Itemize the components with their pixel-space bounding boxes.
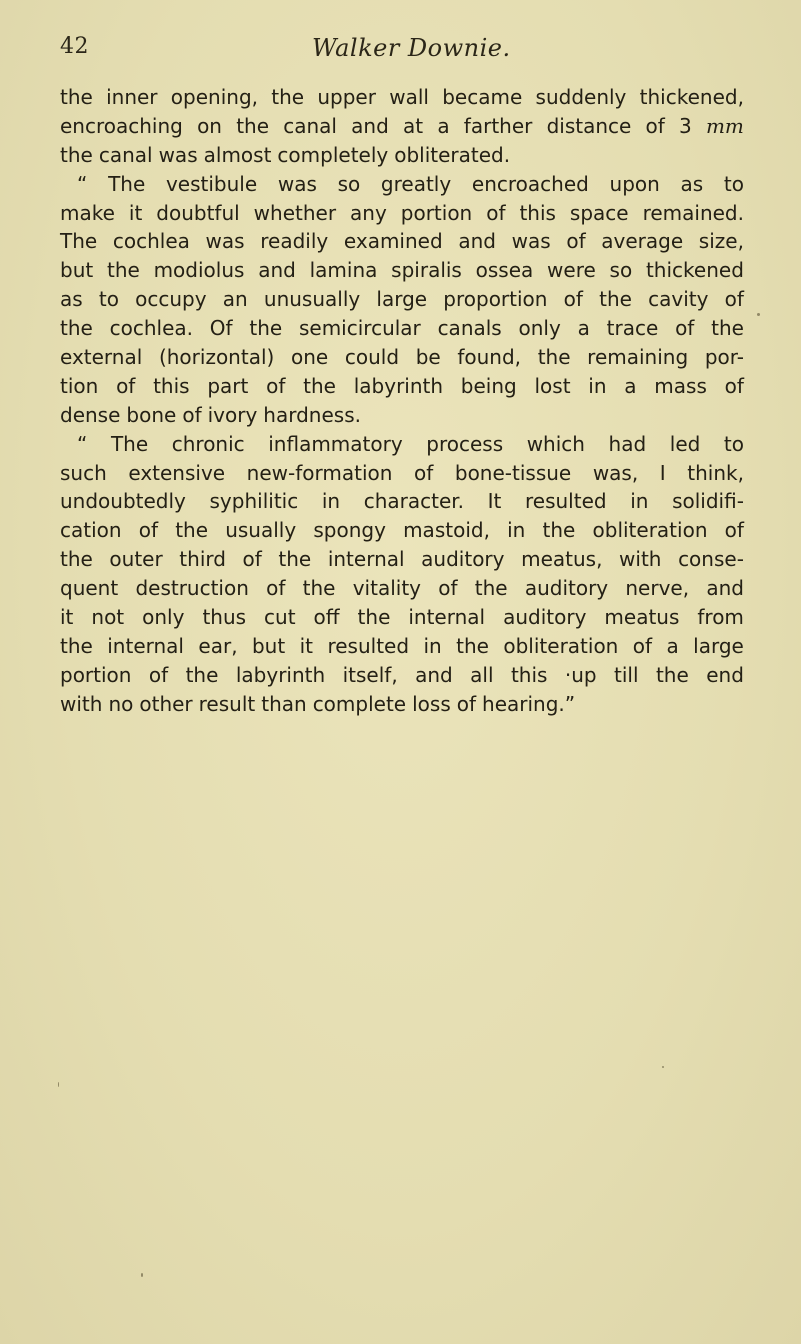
word: portion bbox=[400, 200, 473, 225]
word: think, bbox=[687, 460, 744, 485]
word: “ bbox=[77, 171, 88, 196]
word: any bbox=[350, 200, 387, 225]
word: an bbox=[222, 287, 248, 312]
word: wall bbox=[389, 85, 429, 109]
word: in bbox=[588, 373, 607, 398]
word: of bbox=[563, 287, 583, 312]
word: vestibule bbox=[165, 171, 258, 196]
word: this bbox=[519, 200, 556, 225]
word: canals bbox=[437, 316, 502, 341]
word: of bbox=[116, 373, 136, 398]
word: was bbox=[158, 142, 198, 167]
word: but bbox=[251, 633, 286, 658]
word: of bbox=[242, 547, 262, 572]
word: loss bbox=[412, 691, 451, 716]
text-line bbox=[60, 256, 744, 285]
word: no bbox=[108, 691, 134, 716]
word: The bbox=[110, 431, 149, 456]
word: of bbox=[182, 402, 202, 427]
word: the bbox=[711, 316, 744, 341]
word: with bbox=[619, 547, 662, 572]
word: labyrinth bbox=[353, 373, 444, 398]
word: so bbox=[337, 171, 361, 196]
text-line bbox=[60, 83, 744, 112]
word: canal bbox=[283, 113, 337, 138]
paper-speck bbox=[58, 1082, 59, 1087]
word: ivory bbox=[207, 402, 258, 427]
word: the bbox=[278, 547, 312, 572]
word: of bbox=[438, 576, 458, 601]
text-line bbox=[60, 372, 744, 401]
word: the bbox=[60, 547, 93, 572]
word: so bbox=[609, 258, 633, 283]
word: which bbox=[526, 431, 585, 456]
word: usually bbox=[225, 518, 297, 543]
word: in bbox=[630, 489, 649, 514]
word: of bbox=[645, 113, 665, 138]
word: hardness. bbox=[263, 402, 361, 427]
word: destruction bbox=[135, 576, 249, 601]
word: quent bbox=[60, 576, 119, 601]
word: lost bbox=[534, 373, 571, 398]
word: but bbox=[60, 258, 94, 283]
text-line bbox=[60, 199, 744, 228]
word: average bbox=[601, 229, 684, 254]
word: all bbox=[470, 662, 494, 687]
paper-speck bbox=[662, 1066, 664, 1068]
word: as bbox=[60, 287, 83, 312]
word: ossea bbox=[475, 258, 534, 283]
text-line bbox=[60, 574, 744, 603]
text-line bbox=[60, 487, 744, 516]
word: doubtful bbox=[156, 200, 240, 225]
word: inner bbox=[106, 85, 158, 109]
word: to bbox=[723, 431, 744, 456]
word: only bbox=[518, 316, 561, 341]
word: at bbox=[403, 113, 424, 138]
word: meatus bbox=[604, 605, 680, 630]
word: ear, bbox=[198, 633, 238, 658]
word: the bbox=[599, 287, 632, 312]
word: complete bbox=[312, 691, 407, 716]
word: of bbox=[724, 373, 744, 398]
word: 3 bbox=[679, 113, 692, 138]
word: almost bbox=[203, 142, 272, 167]
word: space bbox=[569, 200, 629, 225]
word: the bbox=[249, 316, 283, 341]
word: was, bbox=[592, 460, 639, 485]
word: opening, bbox=[170, 85, 258, 109]
text-line bbox=[60, 227, 744, 256]
word: one bbox=[290, 345, 329, 370]
word: It bbox=[487, 489, 502, 514]
word: portion bbox=[60, 662, 132, 687]
word: a bbox=[666, 633, 679, 658]
text-line bbox=[60, 661, 744, 690]
paper-speck bbox=[757, 313, 760, 316]
word: cavity bbox=[648, 287, 709, 312]
word: examined bbox=[343, 229, 443, 254]
word: and bbox=[458, 229, 496, 254]
word: cochlea. bbox=[109, 316, 193, 341]
word: suddenly bbox=[535, 85, 627, 109]
word: it bbox=[128, 200, 143, 225]
word: the bbox=[303, 373, 336, 398]
text-line bbox=[60, 690, 744, 719]
word: The bbox=[60, 229, 98, 254]
word: nerve, bbox=[625, 576, 690, 601]
word: internal bbox=[107, 633, 184, 658]
word: outer bbox=[109, 547, 163, 572]
word: external bbox=[60, 345, 143, 370]
word: such bbox=[60, 460, 107, 485]
word: was bbox=[511, 229, 551, 254]
word: auditory bbox=[503, 605, 587, 630]
word: process bbox=[426, 431, 504, 456]
word: in bbox=[507, 518, 526, 543]
word: new-formation bbox=[246, 460, 393, 485]
word: a bbox=[624, 373, 637, 398]
word: mass bbox=[654, 373, 707, 398]
word: internal bbox=[327, 547, 405, 572]
word: cut bbox=[264, 605, 296, 630]
word: the bbox=[271, 85, 305, 109]
word: meatus, bbox=[521, 547, 603, 572]
word: only bbox=[142, 605, 185, 630]
page-number: 42 bbox=[60, 34, 89, 59]
paper-speck bbox=[141, 1273, 143, 1277]
word: end bbox=[706, 662, 744, 687]
word: the bbox=[236, 113, 270, 138]
word: mm bbox=[705, 113, 744, 138]
text-line bbox=[60, 285, 744, 314]
word: and bbox=[415, 662, 453, 687]
word: the bbox=[655, 662, 689, 687]
word: extensive bbox=[128, 460, 226, 485]
word: found, bbox=[457, 345, 522, 370]
word: farther bbox=[463, 113, 533, 138]
word: upper bbox=[317, 85, 376, 109]
word: whether bbox=[253, 200, 337, 225]
word: occupy bbox=[135, 287, 207, 312]
word: cation bbox=[60, 518, 122, 543]
word: the bbox=[542, 518, 576, 543]
word: of bbox=[456, 691, 477, 716]
word: of bbox=[566, 229, 586, 254]
word: lamina bbox=[309, 258, 378, 283]
word: than bbox=[261, 691, 307, 716]
word: off bbox=[313, 605, 340, 630]
word: the bbox=[357, 605, 391, 630]
text-line bbox=[60, 516, 744, 545]
word: cochlea bbox=[112, 229, 190, 254]
word: was bbox=[277, 171, 317, 196]
word: led bbox=[669, 431, 701, 456]
word: itself, bbox=[342, 662, 398, 687]
text-line bbox=[60, 314, 744, 343]
word: completely bbox=[277, 142, 389, 167]
word: in bbox=[321, 489, 341, 514]
word: modiolus bbox=[153, 258, 245, 283]
word: conse- bbox=[678, 547, 744, 572]
word: syphilitic bbox=[209, 489, 299, 514]
word: of bbox=[266, 576, 286, 601]
word: bone bbox=[126, 402, 177, 427]
word: tion bbox=[60, 373, 99, 398]
word: the bbox=[474, 576, 508, 601]
word: of bbox=[138, 518, 159, 543]
word: as bbox=[680, 171, 704, 196]
word: semicircular bbox=[298, 316, 421, 341]
word: character. bbox=[363, 489, 464, 514]
word: obliterated. bbox=[394, 142, 511, 167]
word: the bbox=[175, 518, 209, 543]
word: till bbox=[614, 662, 639, 687]
word: and bbox=[258, 258, 296, 283]
word: the bbox=[185, 662, 219, 687]
word: obliteration bbox=[592, 518, 708, 543]
word: and bbox=[351, 113, 389, 138]
word: thickened, bbox=[639, 85, 744, 109]
word: of bbox=[675, 316, 695, 341]
word: undoubtedly bbox=[60, 489, 186, 514]
word: a bbox=[577, 316, 590, 341]
word: proportion bbox=[443, 287, 548, 312]
word: the bbox=[60, 142, 93, 167]
word: obliteration bbox=[503, 633, 619, 658]
word: remained. bbox=[642, 200, 744, 225]
word: the bbox=[106, 258, 140, 283]
text-line bbox=[60, 430, 744, 459]
word: size, bbox=[698, 229, 744, 254]
word: with bbox=[60, 691, 103, 716]
word: solidifi- bbox=[672, 489, 744, 514]
word: internal bbox=[408, 605, 486, 630]
word: readily bbox=[260, 229, 329, 254]
word: dense bbox=[60, 402, 121, 427]
word: unusually bbox=[263, 287, 361, 312]
word: auditory bbox=[421, 547, 505, 572]
text-line bbox=[60, 343, 744, 372]
text-line bbox=[60, 545, 744, 574]
text-line bbox=[60, 170, 744, 199]
word: bone-tissue bbox=[454, 460, 572, 485]
word: on bbox=[197, 113, 222, 138]
word: result bbox=[198, 691, 256, 716]
text-line bbox=[60, 459, 744, 488]
word: from bbox=[697, 605, 744, 630]
word: upon bbox=[609, 171, 660, 196]
word: third bbox=[179, 547, 226, 572]
word: greatly bbox=[380, 171, 452, 196]
word: The bbox=[108, 171, 146, 196]
word: encroached bbox=[471, 171, 589, 196]
word: auditory bbox=[524, 576, 609, 601]
word: it bbox=[60, 605, 74, 630]
word: of bbox=[724, 287, 744, 312]
word: was bbox=[205, 229, 245, 254]
word: had bbox=[608, 431, 647, 456]
word: became bbox=[442, 85, 523, 109]
word: of bbox=[266, 373, 286, 398]
word: por- bbox=[704, 345, 744, 370]
word: canal bbox=[98, 142, 153, 167]
word: were bbox=[547, 258, 596, 283]
word: not bbox=[91, 605, 125, 630]
word: Of bbox=[209, 316, 233, 341]
word: being bbox=[460, 373, 517, 398]
word: to bbox=[723, 171, 744, 196]
word: of bbox=[486, 200, 506, 225]
word: this bbox=[153, 373, 190, 398]
word: large bbox=[376, 287, 428, 312]
word: the bbox=[537, 345, 571, 370]
word: make bbox=[60, 200, 115, 225]
running-title: Walker Downie. bbox=[312, 34, 511, 62]
text-line bbox=[60, 112, 744, 141]
word: large bbox=[693, 633, 744, 658]
word: chronic bbox=[171, 431, 245, 456]
word: the bbox=[302, 576, 336, 601]
word: thickened bbox=[645, 258, 744, 283]
word: part bbox=[207, 373, 249, 398]
word: could bbox=[344, 345, 400, 370]
word: mastoid, bbox=[403, 518, 490, 543]
text-line bbox=[60, 603, 744, 632]
word: inflammatory bbox=[268, 431, 403, 456]
word: hearing.” bbox=[482, 691, 576, 716]
word: of bbox=[724, 518, 744, 543]
word: be bbox=[415, 345, 441, 370]
text-line bbox=[60, 632, 744, 661]
word: resulted bbox=[525, 489, 607, 514]
word: ·up bbox=[564, 662, 597, 687]
word: a bbox=[437, 113, 450, 138]
word: the bbox=[60, 85, 93, 109]
word: to bbox=[98, 287, 119, 312]
word: vitality bbox=[352, 576, 421, 601]
word: and bbox=[706, 576, 744, 601]
word: remaining bbox=[587, 345, 689, 370]
word: of bbox=[148, 662, 169, 687]
word: of bbox=[632, 633, 653, 658]
word: this bbox=[510, 662, 548, 687]
word: resulted bbox=[327, 633, 410, 658]
word: spiralis bbox=[391, 258, 462, 283]
word: the bbox=[60, 633, 93, 658]
word: other bbox=[139, 691, 193, 716]
body-text bbox=[60, 83, 744, 719]
text-line bbox=[60, 401, 744, 430]
word: spongy bbox=[313, 518, 386, 543]
word: trace bbox=[606, 316, 659, 341]
word: it bbox=[299, 633, 314, 658]
running-head bbox=[60, 34, 750, 68]
text-line bbox=[60, 141, 744, 170]
word: the bbox=[60, 316, 93, 341]
word: I bbox=[659, 460, 666, 485]
word: (horizontal) bbox=[158, 345, 275, 370]
word: the bbox=[456, 633, 489, 658]
word: encroaching bbox=[60, 113, 183, 138]
word: in bbox=[423, 633, 442, 658]
word: of bbox=[414, 460, 434, 485]
word: distance bbox=[546, 113, 632, 138]
word: labyrinth bbox=[235, 662, 326, 687]
word: thus bbox=[202, 605, 247, 630]
word: “ bbox=[77, 431, 88, 456]
